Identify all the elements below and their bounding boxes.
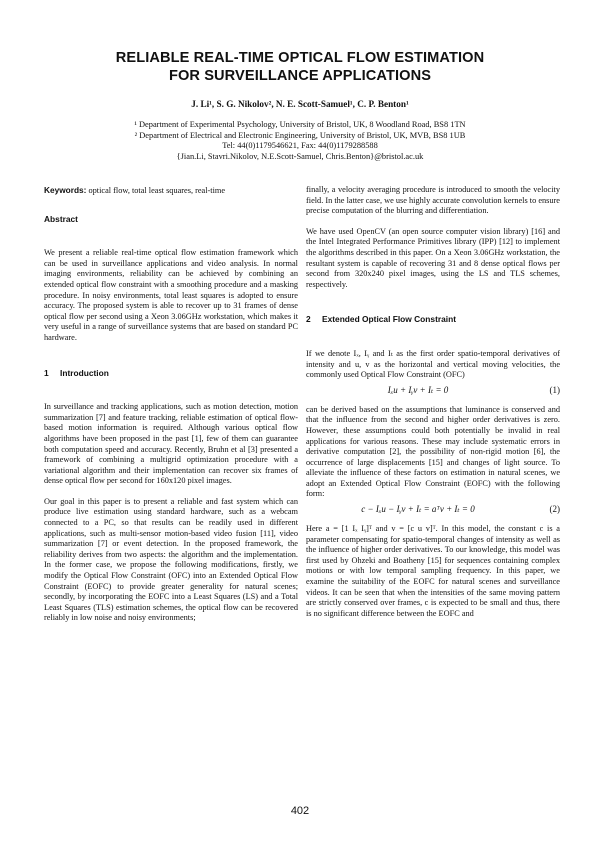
intro-paragraph-2: Our goal in this paper is to present a reliable and fast system which can produce live estimation using standard hardware, such as a webcam connected to a PC, so that results can be readily used in different applications, such as multi-sensor motion-based video fusion [11], video summarization [7] or event detection. In the proposed framework, the reliability derives from two aspects: the algorithm and the implementation. In the former case, we propose the following modifications, firstly, we modify the Optical Flow Constraint (OFC) into an Extended Optical Flow Constraint (EOFC) to provide greater generality for natural scenes; secondly, by incorporating the EOFC into a Least Squares (LS) and a Total Least Squares (TLS) estimation schemes, the optical flow can be recovered reliably in low noise and noisy environments; <box>44 496 298 623</box>
affiliation-1: ¹ Department of Experimental Psychology, University of Bristol, UK, 8 Woodland Road, BS8 1TN <box>134 120 466 129</box>
right-column <box>306 185 560 619</box>
section-2-heading <box>306 314 560 325</box>
affiliation-2: ² Department of Electrical and Electronic Engineering, University of Bristol, UK, MVB, BS8 1UB <box>134 130 466 140</box>
intro-paragraph-3: finally, a velocity averaging procedure is introduced to smooth the velocity field. In the latter case, we use highly accurate convolution kernels to ensure precise computation of the blurring and differentiation. <box>306 185 560 216</box>
contact-phone: Tel: 44(0)1179546621, Fax: 44(0)1179288588 <box>222 141 378 150</box>
equation-2 <box>306 504 560 520</box>
intro-paragraph-4: We have used OpenCV (an open source computer vision library) [16] and the Intel Integrated Performance Primitives library (IPP) [12] to implement the algorithms described in this paper. On a Xeon 3.06GHz workstation, the resultant system is capable of recovering 31 and 8 dense optical flows per second from 320x240 pixel images, using the LS and TLS schemes, respectively. <box>306 226 560 289</box>
eofc-paragraph-1: If we denote Iₓ, Iᵧ and Iₜ as the first order spatio-temporal derivatives of intensity and u, v as the horizontal and vertical moving velocities, the commonly used Optical Flow Constraint (OFC) <box>306 348 560 380</box>
abstract-heading: Abstract <box>44 213 78 224</box>
equation-1-expression: Iₓu + Iᵧv + Iₜ = 0 <box>387 384 449 395</box>
abstract-body: We present a reliable real-time optical flow estimation framework which can be used in surveillance applications and video analysis. In normal imaging environments, reliability can be achieved by combining an extended optical flow constraint with a smoothing procedure and a masking procedure. In noisy environments, total least squares is adopted to ensure accuracy. The proposed system is able to recover up to 31 frames of dense optical flow per second using a Xeon 3.06GHz workstation, which makes it very useful in a range of surveillance systems that are based on standard PC hardware. <box>44 248 298 342</box>
keywords <box>44 185 298 197</box>
author-list: J. Li¹, S. G. Nikolov², N. E. Scott-Samuel¹, C. P. Benton¹ <box>191 99 409 109</box>
equation-2-number: (2) <box>549 504 560 515</box>
eofc-paragraph-2: can be derived based on the assumptions that luminance is conserved and that the influence from the second and higher order derivatives is zero. However, these assumptions could both potentially be invalid in real applications for various reasons. These may include systematic errors in derivative computation [2], the possibility of non-rigid motion [6], the occurrence of large displacements [15] and changes of light source. To alleviate the influence of these factors on estimation in natural scenes, we adopt an Extended Optical Flow Constraint (EOFC) with the following form: <box>306 404 560 499</box>
section-2-number: 2 <box>306 314 311 325</box>
section-1-number: 1 <box>44 367 49 378</box>
section-1-heading <box>44 368 298 379</box>
keywords-label: Keywords: <box>44 185 87 195</box>
paper-title <box>40 49 560 85</box>
intro-paragraph-1: In surveillance and tracking applications, such as motion detection, motion summarization [7] and feature tracking, reliable estimation of optical flow-based motion information is required. Although various optical flow algorithms have been proposed in the past [1], few of them can guarantee both computation speed and accuracy. Recently, Bruhn et al [3] presented a framework of combining a multigrid optimization procedure with a variational algorithm and their implementation can recover six frames of dense optical flow per second for 160x120 pixel images. <box>44 402 298 486</box>
equation-1 <box>306 385 560 401</box>
title-line-1: RELIABLE REAL-TIME OPTICAL FLOW ESTIMATION <box>115 50 485 66</box>
left-column <box>44 185 298 624</box>
equation-1-number: (1) <box>549 384 560 395</box>
keywords-text: optical flow, total least squares, real-time <box>86 186 226 195</box>
eofc-paragraph-3: Here a = [1 Iₓ Iᵧ]ᵀ and v = [c u v]ᵀ. In this model, the constant c is a parameter compensating for spatio-temporal changes of intensity as well as the influence of higher order derivatives. To our knowledge, this model was first used by Ohzeki and Boatheny [15] for sequences containing complex motions or with low temporal sampling frequency. In this paper, we examine the suitability of the EOFC for natural scenes and surveillance videos. It can be seen that when the intensities of the same moving pattern are strictly conserved over frames, c is expected to be small and thus, there is no significant difference between the EOFC and <box>306 524 560 618</box>
title-line-2: FOR SURVEILLANCE APPLICATIONS <box>168 68 432 84</box>
section-1-title: Introduction <box>60 367 109 378</box>
affiliations <box>40 120 560 162</box>
page-number: 402 <box>290 805 310 817</box>
equation-2-expression: c − Iₓu − Iᵧv + Iₜ = aᵀv + Iₜ = 0 <box>361 504 475 515</box>
contact-emails: {Jian.Li, Stavri.Nikolov, N.E.Scott-Samuel, Chris.Benton}@bristol.ac.uk <box>176 151 424 161</box>
section-2-title: Extended Optical Flow Constraint <box>322 314 457 325</box>
